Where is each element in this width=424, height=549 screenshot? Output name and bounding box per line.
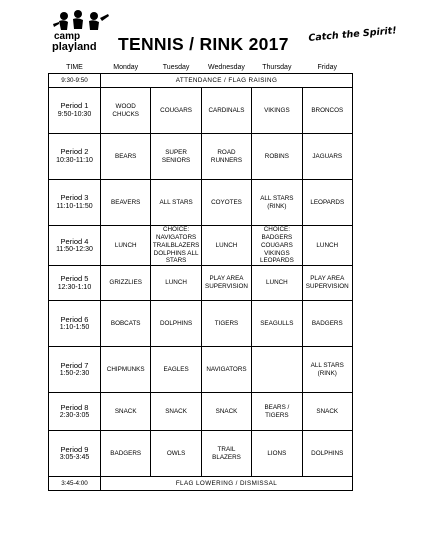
period-time-cell [49, 266, 101, 301]
schedule-cell: NAVIGATORS [201, 347, 251, 393]
schedule-cell: SNACK [151, 393, 201, 431]
period-row [49, 134, 353, 180]
camp-playland-logo [50, 8, 112, 52]
schedule-cell [252, 347, 302, 393]
schedule-cell: LUNCH [101, 226, 151, 266]
schedule-cell: CHOICE: BADGERS COUGARS VIKINGS LEOPARDS [252, 226, 302, 266]
schedule-cell: ALL STARS (RINK) [302, 347, 352, 393]
schedule-cell: SEAGULLS [252, 301, 302, 347]
period-time-cell [49, 431, 101, 477]
schedule-cell: LIONS [252, 431, 302, 477]
period-range: 1:10-1:50 [59, 324, 90, 332]
attendance-banner: ATTENDANCE / FLAG RAISING [101, 74, 353, 88]
period-row [49, 226, 353, 266]
schedule-cell: TRAIL BLAZERS [201, 431, 251, 477]
schedule-cell: ROBINS [252, 134, 302, 180]
schedule-cell: LUNCH [302, 226, 352, 266]
schedule-table [48, 62, 353, 491]
schedule-cell: DOLPHINS [302, 431, 352, 477]
period-row [49, 266, 353, 301]
time-cell: 9:30-9:50 [49, 74, 101, 88]
schedule-cell: PLAY AREA SUPERVISION [302, 266, 352, 301]
schedule-cell: LUNCH [151, 266, 201, 301]
schedule-cell: BEARS / TIGERS [252, 393, 302, 431]
logo-text-camp: camp [54, 31, 81, 42]
schedule-cell: BADGERS [101, 431, 151, 477]
time-cell: 3:45-4:00 [49, 477, 101, 491]
period-name: Period 7 [60, 360, 89, 370]
schedule-cell: COUGARS [151, 88, 201, 134]
period-name: Period 1 [60, 101, 89, 111]
schedule-cell: CHOICE: NAVIGATORS TRAILBLAZERS DOLPHINS ALL STARS [152, 226, 200, 265]
period-name: Period 3 [60, 193, 89, 203]
period-time-cell [49, 347, 101, 393]
col-header-thursday: Thursday [262, 64, 292, 71]
schedule-cell: SNACK [302, 393, 352, 431]
period-name: Period 5 [60, 274, 89, 284]
period-time-cell [49, 134, 101, 180]
schedule-cell: LUNCH [201, 226, 251, 266]
schedule-cell: ROAD RUNNERS [201, 134, 251, 180]
period-row [49, 180, 353, 226]
period-range: 10:30-11:10 [56, 156, 93, 164]
schedule-cell: ALL STARS (RINK) [252, 180, 302, 226]
schedule-cell: TIGERS [201, 301, 251, 347]
schedule-cell: CARDINALS [201, 88, 251, 134]
header-row [49, 62, 353, 74]
schedule-cell: COYOTES [201, 180, 251, 226]
dismissal-row [49, 477, 353, 491]
period-time-cell [49, 301, 101, 347]
period-name: Period 8 [60, 402, 89, 412]
page-title: TENNIS / RINK 2017 [118, 34, 289, 54]
schedule-cell: SNACK [201, 393, 251, 431]
schedule-cell: VIKINGS [252, 88, 302, 134]
period-range: 9:50-10:30 [57, 110, 92, 118]
schedule-cell: BEARS [101, 134, 151, 180]
col-header-time: TIME [66, 64, 83, 71]
period-range: 3:05-3:45 [59, 454, 90, 462]
schedule-cell: BEAVERS [101, 180, 151, 226]
period-range: 2:30-3:05 [59, 412, 90, 420]
tagline: Catch the Spirit! [308, 25, 398, 44]
col-header-monday: Monday [113, 64, 139, 71]
logo-text-playland: playland [52, 41, 97, 52]
schedule-cell: SUPER SENIORS [151, 134, 201, 180]
schedule-cell: PLAY AREA SUPERVISION [201, 266, 251, 301]
period-range: 11:10-11:50 [56, 202, 93, 210]
schedule-cell: ALL STARS [151, 180, 201, 226]
dismissal-banner: FLAG LOWERING / DISMISSAL [101, 477, 353, 491]
period-row [49, 301, 353, 347]
schedule-cell: DOLPHINS [151, 301, 201, 347]
period-time-cell [49, 393, 101, 431]
schedule-cell: EAGLES [151, 347, 201, 393]
col-header-friday: Friday [317, 64, 337, 71]
period-row [49, 393, 353, 431]
schedule-cell: CHIPMUNKS [101, 347, 151, 393]
schedule-cell: LUNCH [252, 266, 302, 301]
period-row [49, 88, 353, 134]
period-time-cell [49, 88, 101, 134]
period-name: Period 9 [60, 444, 89, 454]
period-name: Period 4 [60, 236, 89, 246]
attendance-row [49, 74, 353, 88]
period-row [49, 347, 353, 393]
period-range: 1:50-2:30 [59, 370, 90, 378]
period-name: Period 6 [60, 314, 89, 324]
period-time-cell [49, 180, 101, 226]
period-range: 12:30-1:10 [57, 283, 92, 291]
schedule-cell: JAGUARS [302, 134, 352, 180]
schedule-cell: WOOD CHUCKS [101, 88, 151, 134]
schedule-cell: BOBCATS [101, 301, 151, 347]
col-header-wednesday: Wednesday [208, 64, 245, 71]
schedule-cell: OWLS [151, 431, 201, 477]
schedule-cell: BRONCOS [302, 88, 352, 134]
schedule-cell: SNACK [101, 393, 151, 431]
period-time-cell [49, 226, 101, 266]
schedule-cell: BADGERS [302, 301, 352, 347]
period-range: 11:50-12:30 [56, 245, 93, 253]
col-header-tuesday: Tuesday [162, 64, 190, 71]
period-name: Period 2 [60, 147, 89, 157]
period-row [49, 431, 353, 477]
schedule-cell: GRIZZLIES [101, 266, 151, 301]
schedule-cell: LEOPARDS [302, 180, 352, 226]
